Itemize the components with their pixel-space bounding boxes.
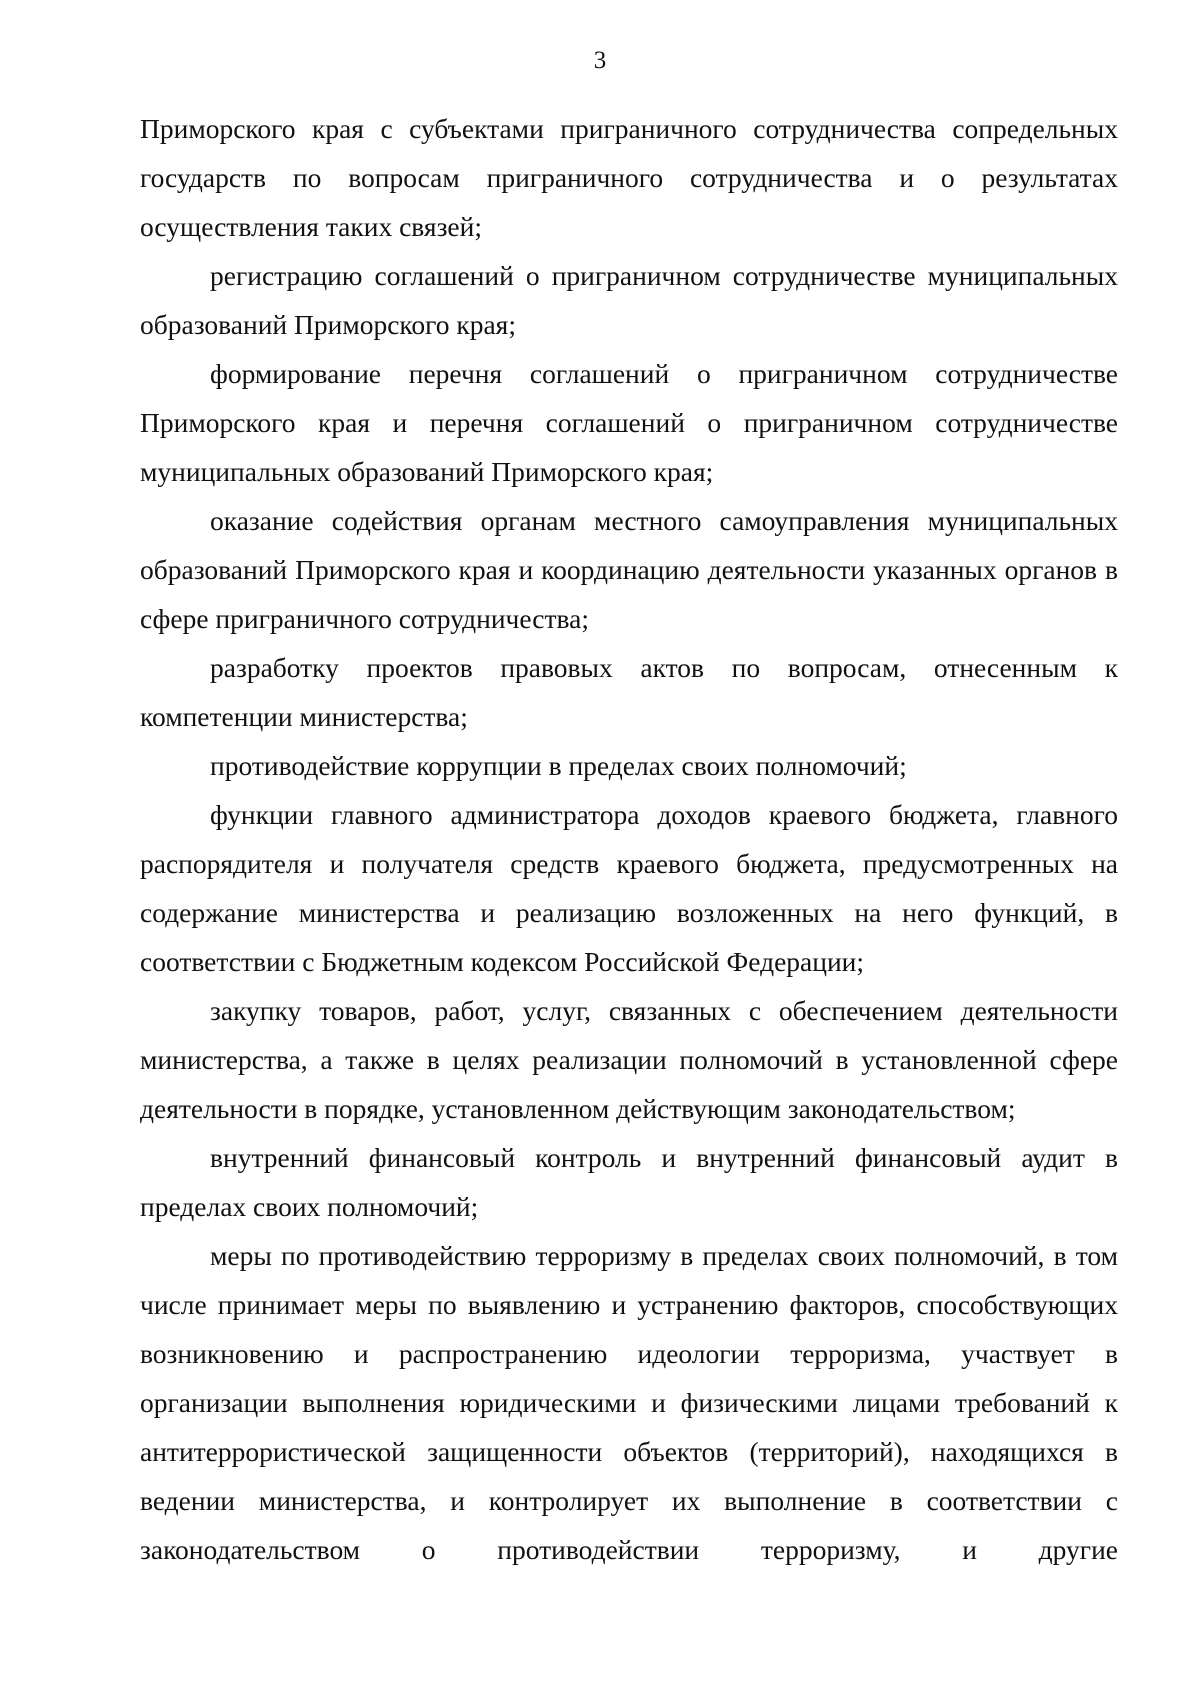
paragraph-6: противодействие коррупции в пределах своих полномочий; [210,750,907,781]
paragraph-4: оказание содействия органам местного самоуправления муниципальных образований Приморского края и координацию деятельности указанных органов в сфере приграничного сотрудничества; [140,505,1118,634]
paragraph-3: формирование перечня соглашений о приграничном сотрудничестве Приморского края и перечня соглашений о приграничном сотрудничестве муниципальных образований Приморского края; [140,358,1118,487]
document-body [140,104,1118,1574]
paragraph-7: функции главного администратора доходов краевого бюджета, главного распорядителя и получателя средств краевого бюджета, предусмотренных на содержание министерства и реализацию возложенных на него функций, в соответствии с Бюджетным кодексом Российской Федерации; [140,799,1118,977]
paragraph-2: регистрацию соглашений о приграничном сотрудничестве муниципальных образований Приморского края; [140,260,1118,340]
paragraph-5: разработку проектов правовых актов по вопросам, отнесенным к компетенции министерства; [140,652,1118,732]
paragraph-1: Приморского края с субъектами приграничного сотрудничества сопредельных государств по вопросам приграничного сотрудничества и о результатах осуществления таких связей; [140,113,1118,242]
page-number: 3 [593,47,607,74]
paragraph-10: меры по противодействию терроризму в пределах своих полномочий, в том числе принимает меры по выявлению и устранению факторов, способствующих возникновению и распространению идеологии терроризма, участвует в организации выполнения юридическими и физическими лицами требований к антитеррористической защищенности объектов (территорий), находящихся в ведении министерства, и контролирует их выполнение в соответствии с законодательством о противодействии терроризму, и другие [140,1240,1118,1565]
paragraph-9: внутренний финансовый контроль и внутренний финансовый аудит в пределах своих полномочий; [140,1142,1118,1222]
paragraph-8: закупку товаров, работ, услуг, связанных с обеспечением деятельности министерства, а также в целях реализации полномочий в установленной сфере деятельности в порядке, установленном действующим законодательством; [140,995,1118,1124]
